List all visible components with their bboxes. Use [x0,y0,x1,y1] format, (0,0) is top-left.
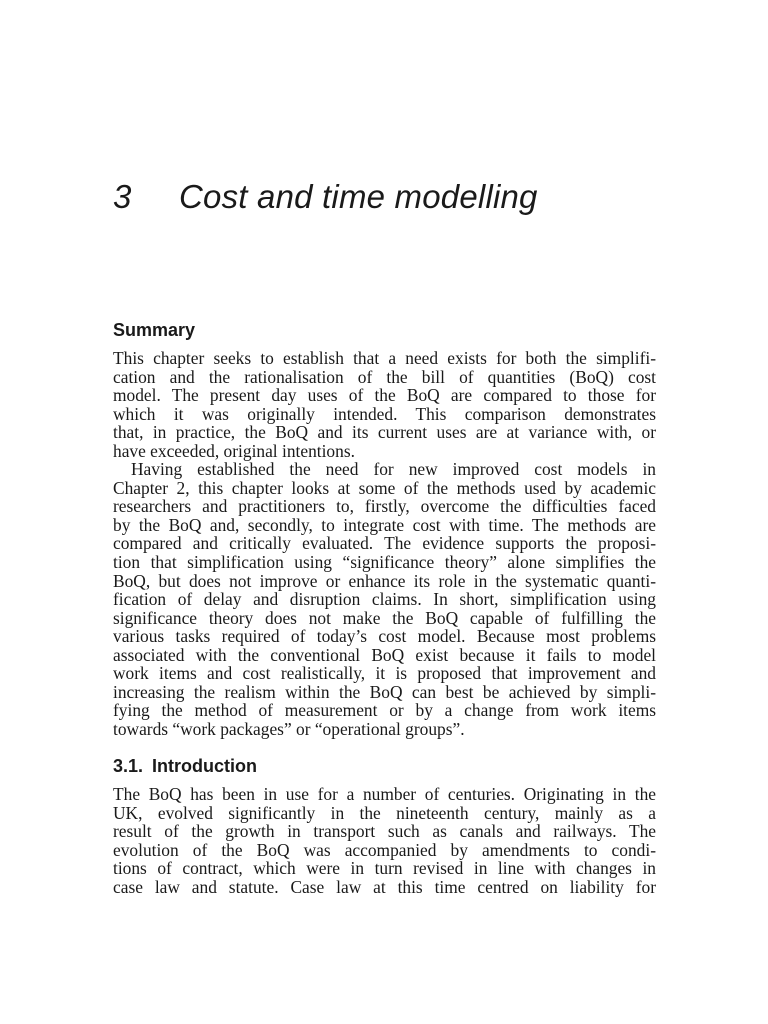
text-line: This chapter seeks to establish that a need exists for both the simplifi- [113,348,656,368]
text-line: associated with the conventional BoQ exist because it fails to model [113,644,656,665]
text-line: model. The present day uses of the BoQ are compared to those for [113,385,656,406]
text-line: fication of delay and disruption claims. In short, simplification using [113,589,656,610]
text-line: fying the method of measurement or by a change from work items [113,700,656,721]
text-line: UK, evolved significantly in the nineteenth century, mainly as a [113,802,656,823]
text-line: that, in practice, the BoQ and its current uses are at variance with, or [113,422,656,443]
summary-paragraph-1 [113,349,656,460]
text-line: BoQ, but does not improve or enhance its role in the systematic quanti- [113,570,656,591]
text-line: towards “work packages” or “operational groups”. [113,718,465,739]
chapter-heading [113,175,538,219]
introduction-text [113,785,656,896]
text-line: tion that simplification using “significance theory” alone simplifies the [113,552,656,573]
text-line: by the BoQ and, secondly, to integrate cost with time. The methods are [113,514,656,535]
text-line: The BoQ has been in use for a number of centuries. Originating in the [113,784,656,804]
text-line: work items and cost realistically, it is proposed that improvement and [113,663,656,684]
text-line: evolution of the BoQ was accompanied by amendments to condi- [113,839,656,860]
chapter-number: 3 [113,178,132,215]
section-title: Introduction [152,756,258,776]
chapter-title: Cost and time modelling [179,178,538,215]
section-heading-introduction [113,754,257,778]
summary-paragraph-2 [113,460,656,738]
text-line: which it was originally intended. This comparison demonstrates [113,403,656,424]
text-line: Having established the need for new improved cost models in [131,459,656,480]
text-line: have exceeded, original intentions. [113,440,355,461]
introduction-paragraph [113,785,656,896]
text-line: significance theory does not make the BoQ capable of fulfilling the [113,607,656,628]
text-line: case law and statute. Case law at this time centred on liability for [113,876,656,897]
section-number: 3.1. [113,756,144,776]
text-line: compared and critically evaluated. The evidence supports the proposi- [113,533,656,554]
text-line: result of the growth in transport such as canals and railways. The [113,821,656,842]
text-line: researchers and practitioners to, firstly, overcome the difficulties faced [113,496,656,517]
text-line: tions of contract, which were in turn revised in line with changes in [113,858,656,879]
text-line: various tasks required of today’s cost model. Because most problems [113,626,656,647]
text-line: Chapter 2, this chapter looks at some of the methods used by academic [113,477,656,498]
text-line: cation and the rationalisation of the bill of quantities (BoQ) cost [113,366,656,387]
text-line: increasing the realism within the BoQ can best be achieved by simpli- [113,681,656,702]
summary-text [113,349,656,738]
summary-heading: Summary [113,320,196,340]
